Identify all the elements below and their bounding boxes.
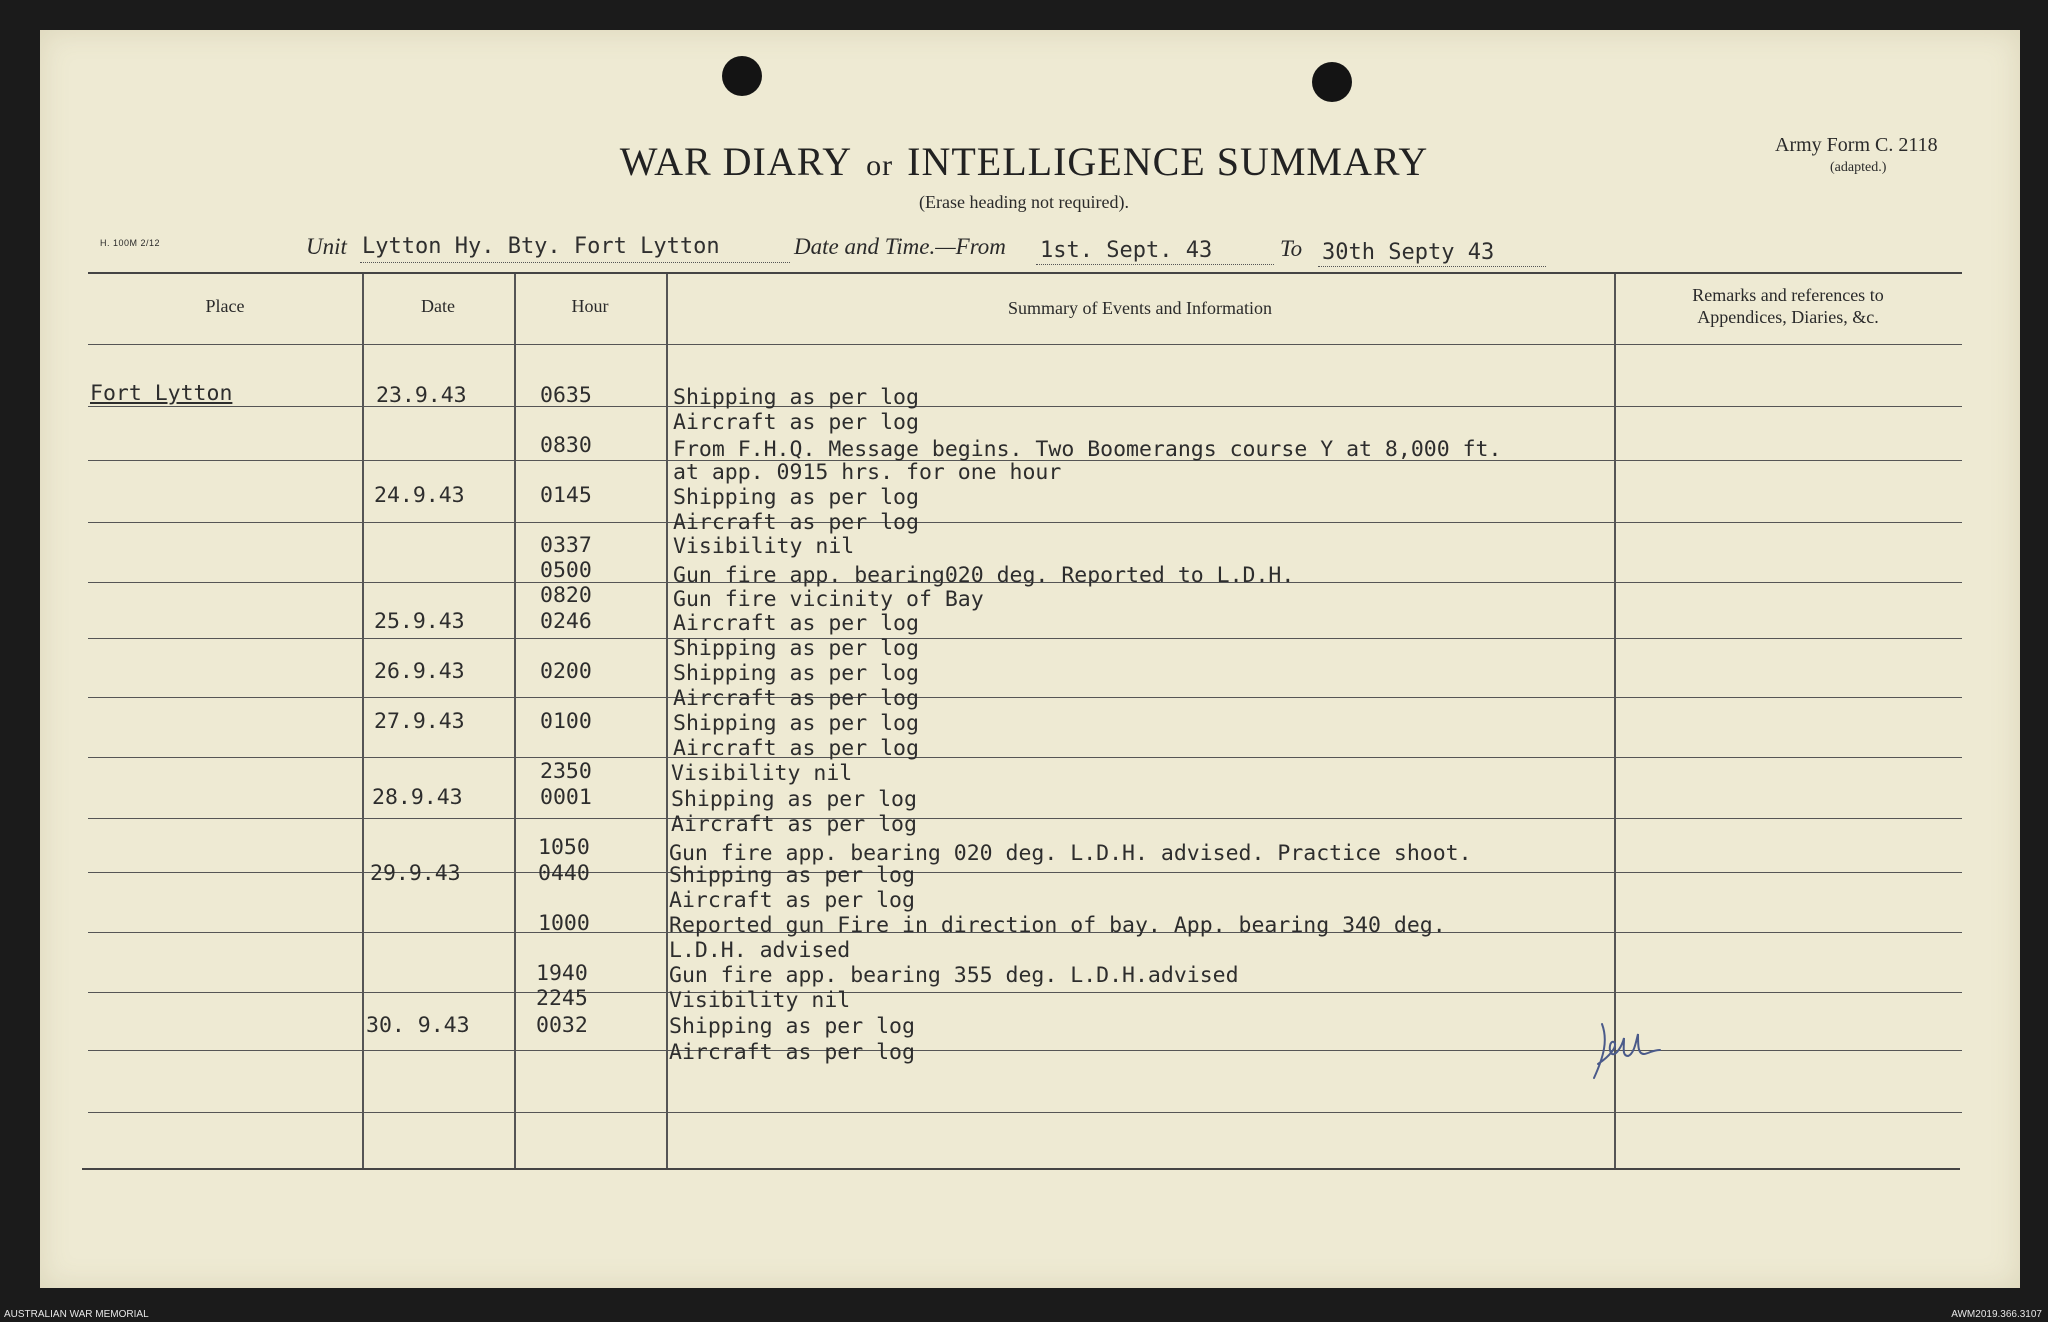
entry-text: Shipping as per log — [673, 485, 919, 510]
entry-hour: 0337 — [540, 533, 592, 558]
entry-hour: 0440 — [538, 861, 590, 886]
form-number: Army Form C. 2118 — [1775, 134, 1938, 156]
from-value: 1st. Sept. 43 — [1040, 238, 1213, 263]
page-title — [0, 138, 2048, 185]
entry-hour: 0830 — [540, 433, 592, 458]
entry-text: Gun fire app. bearing 355 deg. L.D.H.advised — [669, 963, 1239, 988]
entry-text: Aircraft as per log — [673, 410, 919, 435]
column-header-summary: Summary of Events and Information — [1008, 298, 1272, 318]
form-adapted: (adapted.) — [1830, 160, 1887, 175]
entry-date: 30. 9.43 — [366, 1013, 470, 1038]
entry-date: 29.9.43 — [370, 861, 461, 886]
entry-date: 24.9.43 — [374, 483, 465, 508]
entry-text: Shipping as per log — [669, 1014, 915, 1039]
place-entry: Fort Lytton — [90, 381, 233, 406]
entry-text: Reported gun Fire in direction of bay. App. bearing 340 deg. — [669, 913, 1446, 938]
entry-hour: 1000 — [538, 911, 590, 936]
entry-text: Aircraft as per log — [673, 686, 919, 711]
entry-hour: 0246 — [540, 609, 592, 634]
title-or: or — [866, 149, 894, 182]
signature — [1588, 1016, 1668, 1088]
entry-date: 25.9.43 — [374, 609, 465, 634]
entry-text: Aircraft as per log — [671, 812, 917, 837]
table-top-rule — [88, 272, 1962, 274]
entry-text: Gun fire app. bearing020 deg. Reported to L.D.H. — [673, 563, 1295, 588]
entry-hour: 0032 — [536, 1013, 588, 1038]
entry-text: at app. 0915 hrs. for one hour — [673, 460, 1062, 485]
unit-value: Lytton Hy. Bty. Fort Lytton — [362, 234, 720, 259]
entry-text: Aircraft as per log — [673, 736, 919, 761]
diary-page — [40, 30, 2020, 1288]
entry-text: Aircraft as per log — [673, 510, 919, 535]
remarks-header-line2: Appendices, Diaries, &c. — [1697, 307, 1879, 327]
entry-text: Shipping as per log — [673, 711, 919, 736]
title-war-diary: WAR DIARY — [619, 139, 853, 184]
entry-date: 26.9.43 — [374, 659, 465, 684]
column-divider-hour — [514, 274, 516, 1168]
to-label: To — [1280, 236, 1303, 261]
entry-text: Aircraft as per log — [669, 888, 915, 913]
entry-text: Shipping as per log — [673, 636, 919, 661]
punch-hole-right — [1312, 62, 1352, 102]
entry-text: Gun fire vicinity of Bay — [673, 587, 984, 612]
remarks-header-line1: Remarks and references to — [1692, 285, 1884, 305]
entry-hour: 0500 — [540, 558, 592, 583]
entry-hour: 1050 — [538, 835, 590, 860]
table-header-rule — [88, 344, 1962, 345]
entry-text: From F.H.Q. Message begins. Two Boomerangs course Y at 8,000 ft. — [673, 437, 1502, 462]
entry-text: Shipping as per log — [671, 787, 917, 812]
entry-hour: 0820 — [540, 583, 592, 608]
date-time-label: Date and Time.—From — [794, 234, 1006, 259]
entry-date: 27.9.43 — [374, 709, 465, 734]
punch-hole-left — [722, 56, 762, 96]
entry-date: 23.9.43 — [376, 383, 467, 408]
entry-text: Visibility nil — [669, 988, 851, 1013]
column-divider-summary — [666, 274, 668, 1168]
entry-hour: 2350 — [540, 759, 592, 784]
entry-hour: 1940 — [536, 961, 588, 986]
unit-label: Unit — [306, 234, 347, 259]
column-header-place: Place — [205, 296, 245, 316]
table-bottom-rule — [82, 1168, 1960, 1170]
entry-text: Shipping as per log — [673, 385, 919, 410]
entry-text: Visibility nil — [671, 761, 853, 786]
entry-hour: 0635 — [540, 383, 592, 408]
entry-text: Gun fire app. bearing 020 deg. L.D.H. advised. Practice shoot. — [669, 841, 1472, 866]
entry-date: 28.9.43 — [372, 785, 463, 810]
to-value: 30th Septy 43 — [1322, 240, 1495, 265]
column-divider-date — [362, 274, 364, 1168]
form-code: H. 100M 2/12 — [100, 238, 161, 248]
page-subtitle: (Erase heading not required). — [919, 192, 1129, 212]
footer-reference: AWM2019.366.3107 — [1951, 1309, 2042, 1320]
footer-source: AUSTRALIAN WAR MEMORIAL — [4, 1309, 149, 1320]
entry-hour: 0145 — [540, 483, 592, 508]
entry-text: Visibility nil — [673, 534, 855, 559]
entry-text: Aircraft as per log — [673, 611, 919, 636]
entry-text: Shipping as per log — [673, 661, 919, 686]
entry-hour: 2245 — [536, 986, 588, 1011]
title-intelligence-summary: INTELLIGENCE SUMMARY — [907, 139, 1429, 184]
column-header-date: Date — [421, 296, 455, 316]
entry-hour: 0200 — [540, 659, 592, 684]
entry-text: L.D.H. advised — [669, 938, 851, 963]
column-header-hour: Hour — [571, 296, 609, 316]
entry-hour: 0001 — [540, 785, 592, 810]
column-header-remarks — [1614, 284, 1962, 328]
entry-text: Aircraft as per log — [669, 1040, 915, 1065]
entry-text: Shipping as per log — [669, 863, 915, 888]
entry-hour: 0100 — [540, 709, 592, 734]
